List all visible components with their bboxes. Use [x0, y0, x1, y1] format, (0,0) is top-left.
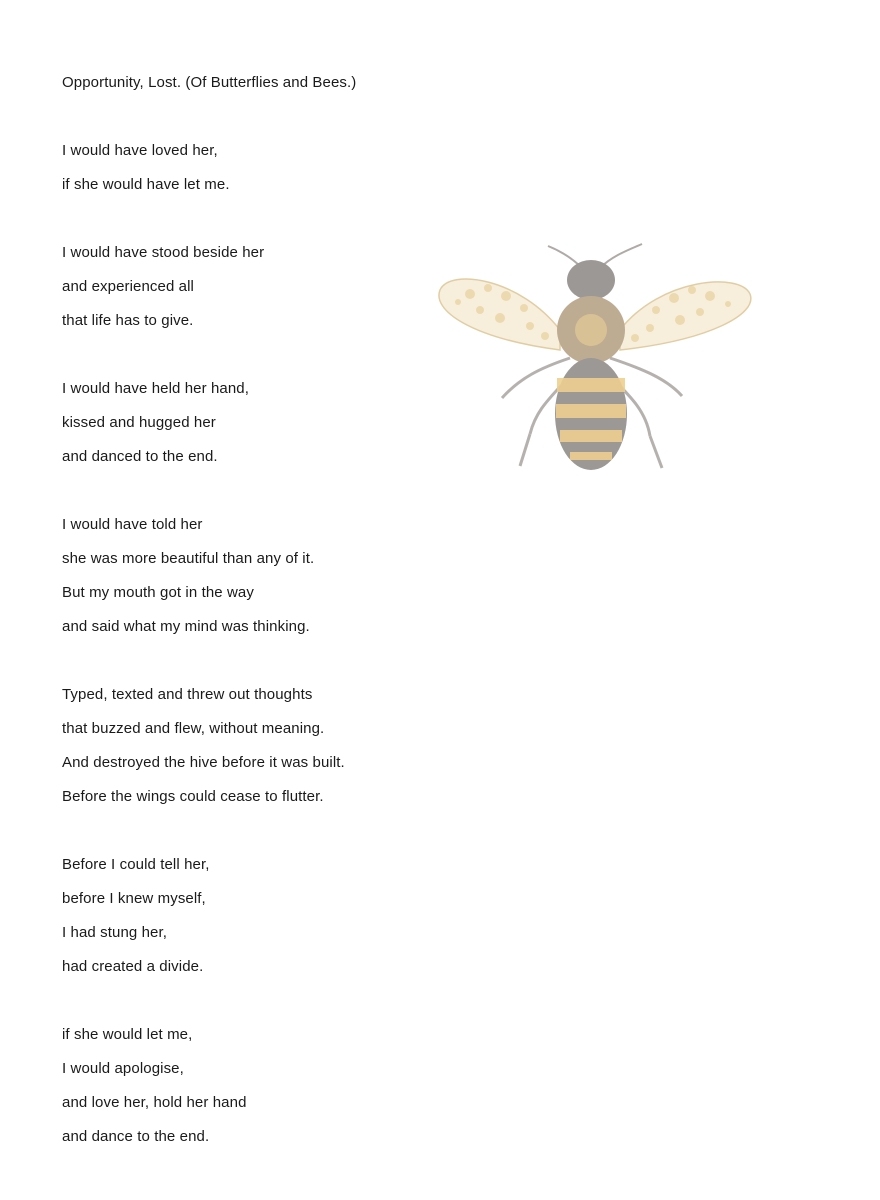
poem-line: and experienced all [62, 278, 194, 295]
poem-line: I would have stood beside her [62, 244, 265, 261]
poem-line: I would apologise, [62, 1060, 184, 1077]
stanza [62, 1018, 356, 1154]
poem-line: and dance to the end. [62, 1128, 210, 1145]
poem-line: had created a divide. [62, 958, 204, 975]
stanza [62, 678, 356, 814]
poem-line: and said what my mind was thinking. [62, 618, 310, 635]
poem-line: kissed and hugged her [62, 414, 216, 431]
poem-line: I would have told her [62, 516, 203, 533]
poem-line: that life has to give. [62, 312, 194, 329]
poem-line: But my mouth got in the way [62, 584, 254, 601]
poem-title: Opportunity, Lost. (Of Butterflies and Bees.) [62, 74, 357, 91]
poem-line: I had stung her, [62, 924, 168, 941]
poem-line: before I knew myself, [62, 890, 206, 907]
bee-head [567, 260, 615, 300]
poem-line: and love her, hold her hand [62, 1094, 247, 1111]
stanza [62, 508, 356, 644]
poem-line: if she would have let me. [62, 176, 230, 193]
stanza [62, 134, 356, 202]
poem-line: And destroyed the hive before it was built. [62, 754, 345, 771]
poem-line: if she would let me, [62, 1026, 193, 1043]
stanza [62, 848, 356, 984]
poem-line: she was more beautiful than any of it. [62, 550, 315, 567]
poem-line: and danced to the end. [62, 448, 218, 465]
poem [62, 66, 356, 1154]
stanza [62, 236, 356, 338]
poem-line: Before the wings could cease to flutter. [62, 788, 324, 805]
poem-line: I would have loved her, [62, 142, 218, 159]
poem-line: I would have held her hand, [62, 380, 249, 397]
bee-icon [410, 238, 770, 520]
stanza [62, 372, 356, 474]
poem-line: Before I could tell her, [62, 856, 210, 873]
poem-line: Typed, texted and threw out thoughts [62, 686, 313, 703]
poem-line: that buzzed and flew, without meaning. [62, 720, 325, 737]
bee-abdomen [555, 358, 627, 470]
